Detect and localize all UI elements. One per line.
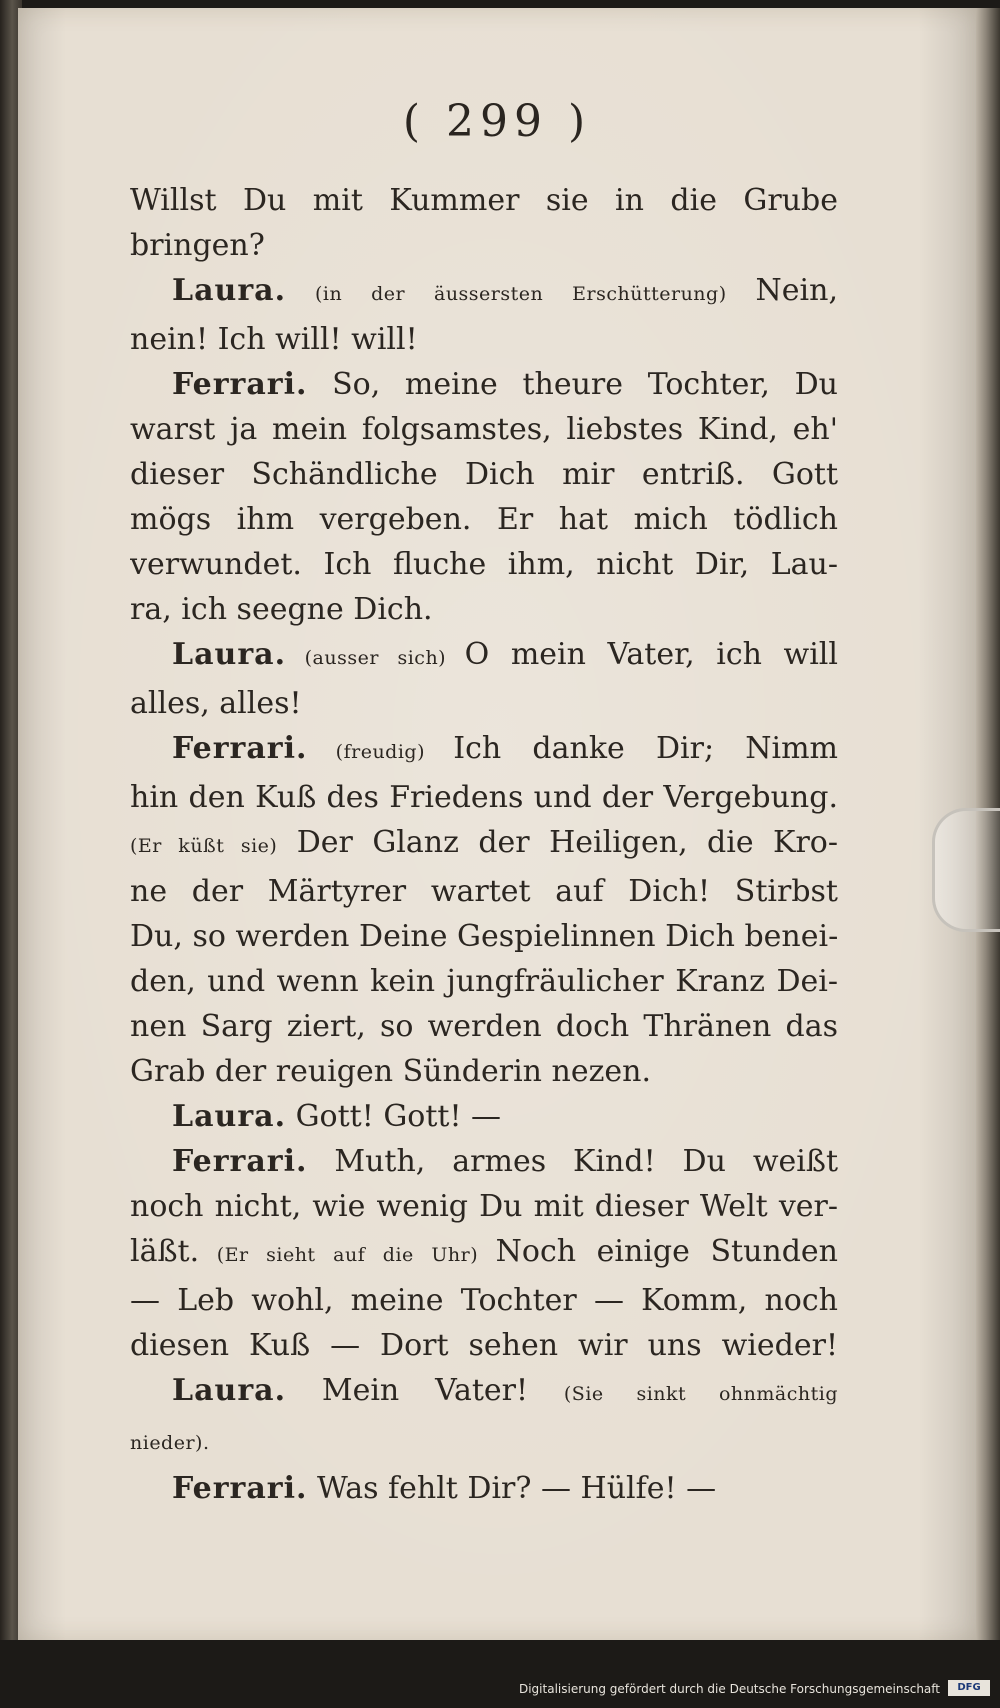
text-line [130, 1049, 838, 1094]
line-text: noch nicht, wie wenig Du mit dieser Welt ver- [130, 1189, 838, 1224]
line-text: dieser Schändliche Dich mir entriß. Gott [130, 457, 838, 492]
text-line [130, 587, 838, 632]
text-line [130, 407, 838, 452]
text-line [130, 1229, 838, 1278]
text-line [130, 223, 838, 268]
stage-direction: nieder). [130, 1432, 210, 1454]
digitization-credit: Digitalisierung gefördert durch die Deutsche Forschungsgemeinschaft [518, 1682, 940, 1696]
stage-direction: (freudig) [307, 741, 454, 763]
text-line [130, 775, 838, 820]
speaker-name: Ferrari. [172, 1471, 308, 1506]
text-body [130, 178, 838, 1511]
line-text: Grab der reuigen Sünderin nezen. [130, 1054, 652, 1089]
line-text: bringen? [130, 228, 265, 263]
text-line [130, 1094, 838, 1139]
stage-direction: (Sie sinkt ohnmächtig [563, 1383, 838, 1405]
speaker-name: Laura. [172, 273, 287, 308]
dfg-logo-icon: DFG [948, 1680, 990, 1696]
footer-bar [0, 1670, 1000, 1708]
text-line [130, 1323, 838, 1368]
line-text: läßt. [130, 1234, 200, 1269]
line-text: Willst Du mit Kummer sie in die Grube [130, 183, 838, 218]
text-line [130, 914, 838, 959]
stage-direction: (ausser sich) [286, 647, 465, 669]
speaker-name: Ferrari. [172, 731, 308, 766]
text-line [130, 317, 838, 362]
line-text: Nein, [755, 273, 838, 308]
line-text: Der Glanz der Heiligen, die Kro- [277, 825, 838, 860]
text-line [130, 497, 838, 542]
speaker-name: Ferrari. [172, 1144, 308, 1179]
line-text: alles, alles! [130, 686, 302, 721]
page-number: ( 299 ) [402, 96, 592, 147]
text-line [130, 1466, 838, 1511]
text-line [130, 1368, 838, 1417]
text-line [130, 542, 838, 587]
page-clip [932, 808, 1000, 932]
text-line [130, 1278, 838, 1323]
line-text: den, und wenn kein jungfräulicher Kranz Dei- [130, 964, 838, 999]
text-line [130, 1139, 838, 1184]
text-line [130, 1184, 838, 1229]
line-text: Noch einige Stunden [495, 1234, 838, 1269]
text-line [130, 726, 838, 775]
line-text: Du, so werden Deine Gespielinnen Dich benei- [130, 919, 838, 954]
line-text: verwundet. Ich fluche ihm, nicht Dir, Lau- [130, 547, 838, 582]
line-text: Was fehlt Dir? — Hülfe! — [307, 1471, 717, 1506]
stage-direction: (in der äussersten Erschütterung) [286, 283, 756, 305]
text-line [130, 820, 838, 869]
line-text: — Leb wohl, meine Tochter — Komm, noch [130, 1283, 838, 1318]
line-text: Mein Vater! [286, 1373, 564, 1408]
book-page [18, 8, 976, 1640]
text-line [130, 452, 838, 497]
line-text: diesen Kuß — Dort sehen wir uns wieder! [130, 1328, 838, 1363]
text-line [130, 632, 838, 681]
text-line [130, 362, 838, 407]
line-text: Muth, armes Kind! Du weißt [307, 1144, 838, 1179]
line-text: ne der Märtyrer wartet auf Dich! Stirbst [130, 874, 838, 909]
line-text: mögs ihm vergeben. Er hat mich tödlich [130, 502, 838, 537]
line-text: ra, ich seegne Dich. [130, 592, 433, 627]
line-text: nein! Ich will! will! [130, 322, 418, 357]
line-text: hin den Kuß des Friedens und der Vergebung. [130, 780, 838, 815]
text-line [130, 959, 838, 1004]
text-line [130, 268, 838, 317]
text-line [130, 869, 838, 914]
text-line [130, 1417, 838, 1466]
line-text: nen Sarg ziert, so werden doch Thränen das [130, 1009, 838, 1044]
stage-direction: (Er sieht auf die Uhr) [199, 1244, 496, 1266]
line-text: So, meine theure Tochter, Du [307, 367, 838, 402]
speaker-name: Ferrari. [172, 367, 308, 402]
line-text: warst ja mein folgsamstes, liebstes Kind, eh' [130, 412, 838, 447]
line-text: O mein Vater, ich will [464, 637, 838, 672]
speaker-name: Laura. [172, 637, 287, 672]
text-line [130, 681, 838, 726]
speaker-name: Laura. [172, 1099, 287, 1134]
stage-direction: (Er küßt sie) [130, 835, 278, 857]
text-line [130, 1004, 838, 1049]
line-text: Gott! Gott! — [286, 1099, 502, 1134]
text-line [130, 178, 838, 223]
line-text: Ich danke Dir; Nimm [453, 731, 838, 766]
speaker-name: Laura. [172, 1373, 287, 1408]
